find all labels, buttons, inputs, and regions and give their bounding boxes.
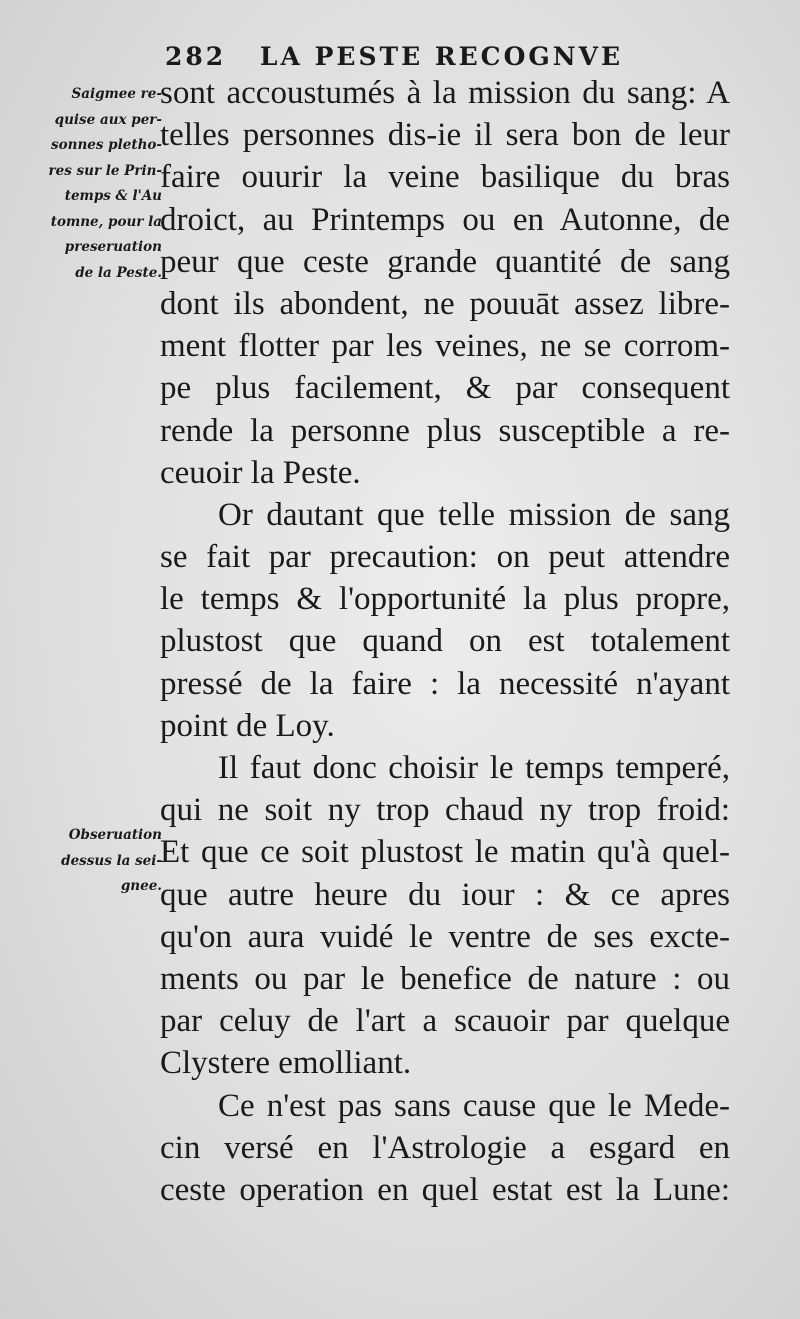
page-header [165,42,725,71]
margin-note-line: sonnes pletho- [51,137,162,153]
text-line: cin versé en l'Astrologie a esgard en [160,1129,730,1166]
text-line: que autre heure du iour : & ce apres [160,876,730,913]
text-line: plustost que quand on est totalement [160,623,730,660]
text-line: ment flotter par les veines, ne se corrom- [160,328,730,365]
text-line: point de Loy. [160,707,335,744]
text-line: qu'on aura vuidé le ventre de ses excte- [160,918,730,955]
paragraph-start: Ce n'est pas sans cause que le Mede- [218,1087,730,1124]
margin-note-line: temps & l'Au [64,188,162,204]
text-line: droict, au Printemps ou en Autonne, de [160,201,730,238]
margin-note-line: de la Peste. [75,264,162,281]
text-line: rende la personne plus susceptible a re- [160,412,730,449]
text-line: ceuoir la Peste. [160,454,361,491]
text-line: se fait par precaution: on peut attendre [160,539,730,576]
margin-note-line: Obseruation [68,827,162,843]
text-line: Et que ce soit plustost le matin qu'à quel- [160,834,730,871]
text-line: faire ouurir la veine basilique du bras [160,159,730,196]
text-line: ceste operation en quel estat est la Lune: [160,1171,730,1208]
text-line: peur que ceste grande quantité de sang [160,243,730,280]
margin-note-line: res sur le Prin- [48,162,162,179]
text-line: sont accoustumés à la mission du sang: A [160,75,730,111]
text-line: qui ne soit ny trop chaud ny trop froid: [160,792,730,829]
margin-note-observation [30,823,162,900]
body-text [160,72,730,1211]
text-line: telles personnes dis-ie il sera bon de leur [160,117,730,154]
text-line: ments ou par le benefice de nature : ou [160,960,730,997]
margin-note-line: dessus la sei- [61,852,162,869]
margin-note-line: tomne, pour la [50,213,162,230]
text-line: dont ils abondent, ne pouuāt assez libre- [160,285,730,322]
paragraph-start: Il faut donc choisir le temps temperé, [218,750,730,786]
text-line: Clystere emolliant. [160,1045,412,1082]
paragraph-start: Or dautant que telle mission de sang [218,496,730,533]
text-line: par celuy de l'art a scauoir par quelque [160,1003,730,1040]
margin-note-line: gnee. [120,878,162,894]
margin-note-line: Saigmee re- [71,86,162,102]
margin-note-line: quise aux per- [54,111,162,128]
margin-note-bloodletting [30,82,162,286]
text-line: pressé de la faire : la necessité n'ayant [160,665,730,702]
margin-note-line: preseruation [64,239,162,255]
running-title: LA PESTE RECOGNVE [259,42,624,71]
page-number: 282 [165,42,227,71]
text-line: le temps & l'opportunité la plus propre, [160,581,730,618]
text-line: pe plus facilement, & par consequent [160,370,730,407]
